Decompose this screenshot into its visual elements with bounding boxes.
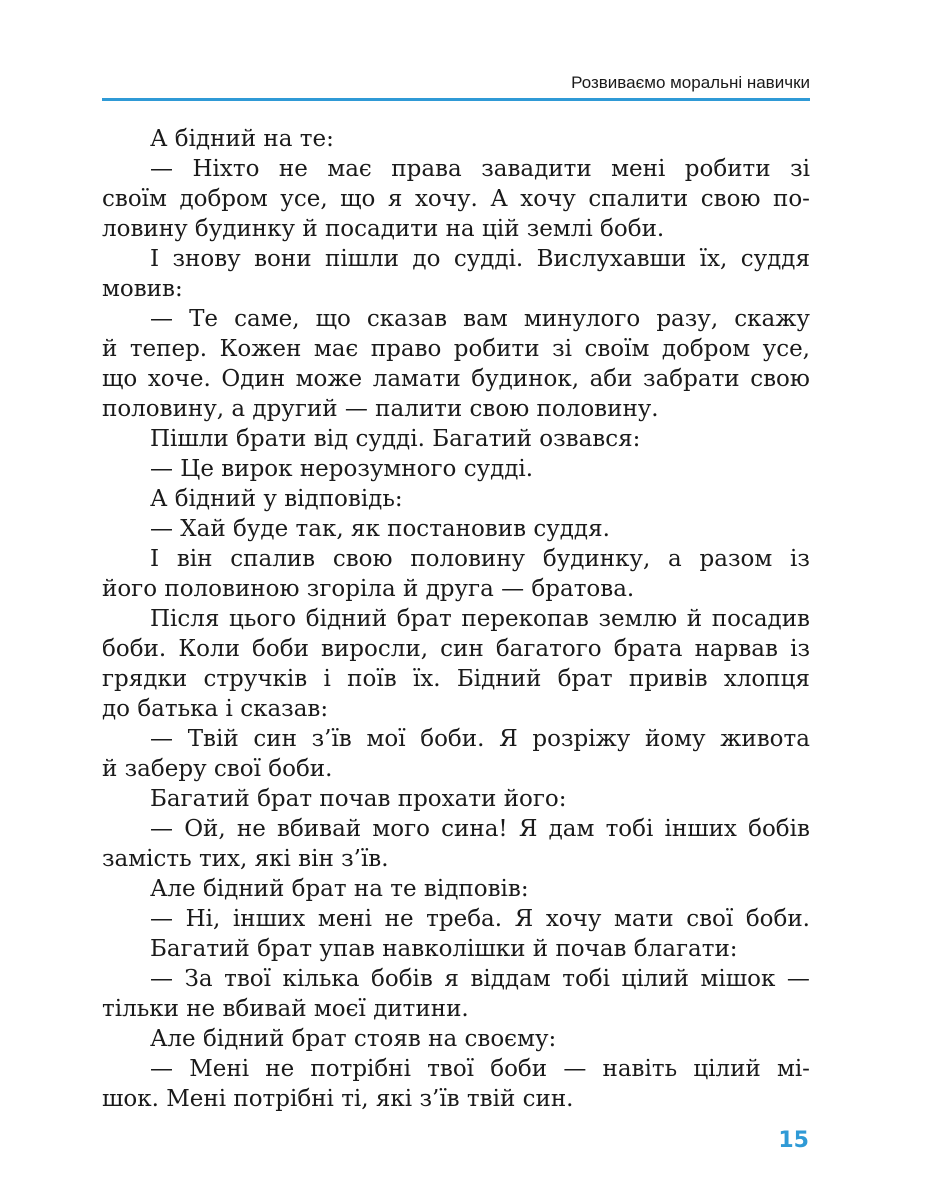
text-word: саме, xyxy=(234,306,300,332)
text-word: Те xyxy=(189,306,219,332)
text-word: не xyxy=(236,816,266,842)
text-word: спалив xyxy=(230,546,316,572)
text-word: цілий xyxy=(621,966,689,992)
text-word: Ой, xyxy=(184,816,226,842)
text-line xyxy=(102,904,810,934)
text-word: мені xyxy=(317,906,373,932)
text-word: — xyxy=(150,966,173,992)
text-word: їх, xyxy=(699,246,728,272)
text-word: своїм xyxy=(584,336,650,362)
text-line xyxy=(102,334,810,364)
text-word: забрати xyxy=(643,366,740,392)
text-word: поїв xyxy=(347,666,397,692)
header-divider xyxy=(102,98,810,101)
text-word: брата xyxy=(613,636,683,662)
text-word: разом xyxy=(699,546,773,572)
text-line xyxy=(102,304,810,334)
running-header-title: Розвиваємо моральні навички xyxy=(571,73,810,92)
text-line xyxy=(102,244,810,274)
text-word: боби xyxy=(252,636,309,662)
text-word: цілий xyxy=(693,1056,761,1082)
text-word: — xyxy=(150,816,173,842)
text-line xyxy=(102,154,810,184)
text-word: Твій xyxy=(187,726,239,752)
text-word: робити xyxy=(453,336,540,362)
text-word: скажу xyxy=(734,306,810,332)
text-line: А бідний у відповідь: xyxy=(150,486,403,512)
text-line: Але бідний брат стояв на своєму: xyxy=(150,1026,557,1052)
text-line: його половиною згоріла й друга — братова. xyxy=(102,576,635,602)
text-line: — Хай буде так, як постановив суддя. xyxy=(150,516,610,542)
text-word: навіть xyxy=(602,1056,678,1082)
text-word: дам xyxy=(548,816,595,842)
text-word: син xyxy=(253,726,297,752)
text-word: половину xyxy=(410,546,526,572)
text-word: — xyxy=(150,156,173,182)
text-word: свою xyxy=(700,186,761,212)
text-word: бідний xyxy=(305,606,388,632)
text-word: завадити xyxy=(481,156,592,182)
text-word: інших xyxy=(232,906,306,932)
text-word: спалити xyxy=(588,186,689,212)
text-word: йому xyxy=(644,726,706,752)
text-word: розріжу xyxy=(532,726,631,752)
text-word: Ніхто xyxy=(192,156,260,182)
text-line: А бідний на те: xyxy=(150,126,334,152)
text-line: мовив: xyxy=(102,276,183,302)
text-word: треба. xyxy=(426,906,503,932)
text-word: хоче. xyxy=(147,366,211,392)
text-word: будинку, xyxy=(542,546,651,572)
text-word: права xyxy=(391,156,462,182)
text-word: своїм xyxy=(102,186,167,212)
text-word: грядки xyxy=(102,666,188,692)
text-word: хочу xyxy=(520,186,576,212)
text-line xyxy=(102,364,810,394)
text-word: що xyxy=(102,366,138,392)
text-word: Коли xyxy=(178,636,240,662)
text-word: боби xyxy=(490,1056,548,1082)
text-word: тепер. xyxy=(129,336,208,362)
text-word: сказав xyxy=(366,306,448,332)
text-word: має xyxy=(327,156,372,182)
text-word: вам xyxy=(463,306,508,332)
text-word: землю xyxy=(598,606,678,632)
text-word: цього xyxy=(229,606,297,632)
text-word: зі xyxy=(790,156,810,182)
text-line: замість тих, які він з’їв. xyxy=(102,846,389,872)
text-word: кілька xyxy=(282,966,360,992)
text-line: тільки не вбивай моєї дитини. xyxy=(102,996,469,1022)
text-line xyxy=(102,724,810,754)
text-line: Багатий брат упав навколішки й почав благати: xyxy=(150,936,738,962)
text-word: до xyxy=(412,246,441,272)
text-word: За xyxy=(184,966,213,992)
text-line: Але бідний брат на те відповів: xyxy=(150,876,529,902)
text-word: мені xyxy=(611,156,666,182)
text-word: мати xyxy=(613,906,674,932)
text-word: вони xyxy=(254,246,312,272)
text-word: і xyxy=(323,666,331,692)
text-word: боби. xyxy=(745,906,810,932)
text-word: живота xyxy=(720,726,810,752)
text-word: Один xyxy=(221,366,286,392)
text-word: що xyxy=(315,306,351,332)
text-word: — xyxy=(563,1056,587,1082)
text-line xyxy=(102,964,810,994)
text-word: боби. xyxy=(102,636,167,662)
text-word: Бідний xyxy=(456,666,542,692)
text-word: може xyxy=(295,366,363,392)
text-word: потрібні xyxy=(310,1056,411,1082)
text-word: твої xyxy=(224,966,271,992)
text-word: Я xyxy=(499,726,518,752)
text-word: усе, xyxy=(280,186,328,212)
text-word: не xyxy=(278,156,308,182)
text-word: я xyxy=(387,186,403,212)
text-word: робити xyxy=(684,156,771,182)
text-word: усе, xyxy=(762,336,810,362)
text-line xyxy=(102,664,810,694)
text-word: що xyxy=(340,186,376,212)
text-line xyxy=(102,634,810,664)
text-word: я xyxy=(444,966,459,992)
text-line: половину, а другий — палити свою половину. xyxy=(102,396,659,422)
text-word: їх. xyxy=(412,666,441,692)
text-word: добром xyxy=(661,336,751,362)
text-word: посадив xyxy=(711,606,810,632)
text-word: він xyxy=(176,546,213,572)
text-word: Мені xyxy=(189,1056,250,1082)
text-word: — xyxy=(150,726,173,752)
text-word: разу, xyxy=(656,306,719,332)
text-word: вбивай xyxy=(277,816,362,842)
text-word: не xyxy=(384,906,414,932)
text-word: хлопця xyxy=(723,666,810,692)
text-word: виросли, xyxy=(321,636,429,662)
text-word: мі- xyxy=(776,1056,810,1082)
text-word: — xyxy=(150,306,173,332)
text-word: сина! xyxy=(441,816,508,842)
text-line: Пішли брати від судді. Багатий озвався: xyxy=(150,426,641,452)
text-word: тобі xyxy=(605,816,654,842)
text-word: перекопав xyxy=(461,606,589,632)
text-word: І xyxy=(150,246,160,272)
text-line: Багатий брат почав прохати його: xyxy=(150,786,567,812)
text-word: ламати xyxy=(372,366,461,392)
text-word: багатого xyxy=(495,636,602,662)
text-line: й заберу свої боби. xyxy=(102,756,333,782)
text-word: — xyxy=(786,966,810,992)
text-word: добром xyxy=(179,186,268,212)
text-word: а xyxy=(668,546,682,572)
text-word: — xyxy=(150,1056,173,1082)
text-word: нарвав xyxy=(694,636,778,662)
text-word: А xyxy=(490,186,508,212)
text-word: аби xyxy=(589,366,633,392)
text-word: син xyxy=(440,636,484,662)
text-word: має xyxy=(313,336,359,362)
text-word: тобі xyxy=(562,966,610,992)
text-word: із xyxy=(790,546,810,572)
text-word: інших xyxy=(664,816,737,842)
text-word: привів xyxy=(628,666,708,692)
text-word: свою xyxy=(750,366,810,392)
text-word: суддя xyxy=(740,246,810,272)
text-word: свої xyxy=(686,906,734,932)
text-word: віддам xyxy=(470,966,551,992)
text-word: бобів xyxy=(748,816,810,842)
text-word: не xyxy=(265,1056,295,1082)
text-line xyxy=(102,184,810,214)
text-word: Я xyxy=(514,906,534,932)
text-word: мішок xyxy=(700,966,776,992)
text-word: будинок, xyxy=(471,366,579,392)
text-word: мого xyxy=(372,816,430,842)
text-word: свою xyxy=(332,546,393,572)
text-word: стручків xyxy=(203,666,308,692)
text-word: Кожен xyxy=(219,336,302,362)
text-word: із xyxy=(790,636,810,662)
text-word: судді. xyxy=(453,246,524,272)
story-text xyxy=(102,124,810,1114)
text-word: Після xyxy=(150,606,220,632)
text-word: Ні, xyxy=(185,906,221,932)
text-word: право xyxy=(370,336,442,362)
text-word: хочу. xyxy=(414,186,478,212)
text-word: бобів xyxy=(371,966,433,992)
page-number: 15 xyxy=(778,1128,809,1153)
text-word: з’їв xyxy=(311,726,352,752)
text-word: брат xyxy=(396,606,452,632)
text-word: й xyxy=(686,606,703,632)
text-word: хочу xyxy=(545,906,602,932)
text-word: Вислухавши xyxy=(536,246,687,272)
text-line: шок. Мені потрібні ті, які з’їв твій син. xyxy=(102,1086,574,1112)
text-line: ловину будинку й посадити на цій землі боби. xyxy=(102,216,665,242)
text-word: минулого xyxy=(523,306,641,332)
text-word: Я xyxy=(518,816,538,842)
text-word: по- xyxy=(773,186,810,212)
text-word: пішли xyxy=(324,246,399,272)
text-line xyxy=(102,604,810,634)
text-word: мої xyxy=(366,726,406,752)
text-word: — xyxy=(150,906,173,932)
text-line xyxy=(102,814,810,844)
text-line: — Це вирок нерозумного судді. xyxy=(150,456,534,482)
text-word: й xyxy=(102,336,118,362)
text-word: твої xyxy=(427,1056,475,1082)
text-word: знову xyxy=(172,246,241,272)
text-word: зі xyxy=(552,336,572,362)
text-word: брат xyxy=(557,666,613,692)
text-line: до батька і сказав: xyxy=(102,696,329,722)
text-line xyxy=(102,544,810,574)
text-word: боби. xyxy=(420,726,485,752)
text-line xyxy=(102,1054,810,1084)
text-word: І xyxy=(150,546,160,572)
